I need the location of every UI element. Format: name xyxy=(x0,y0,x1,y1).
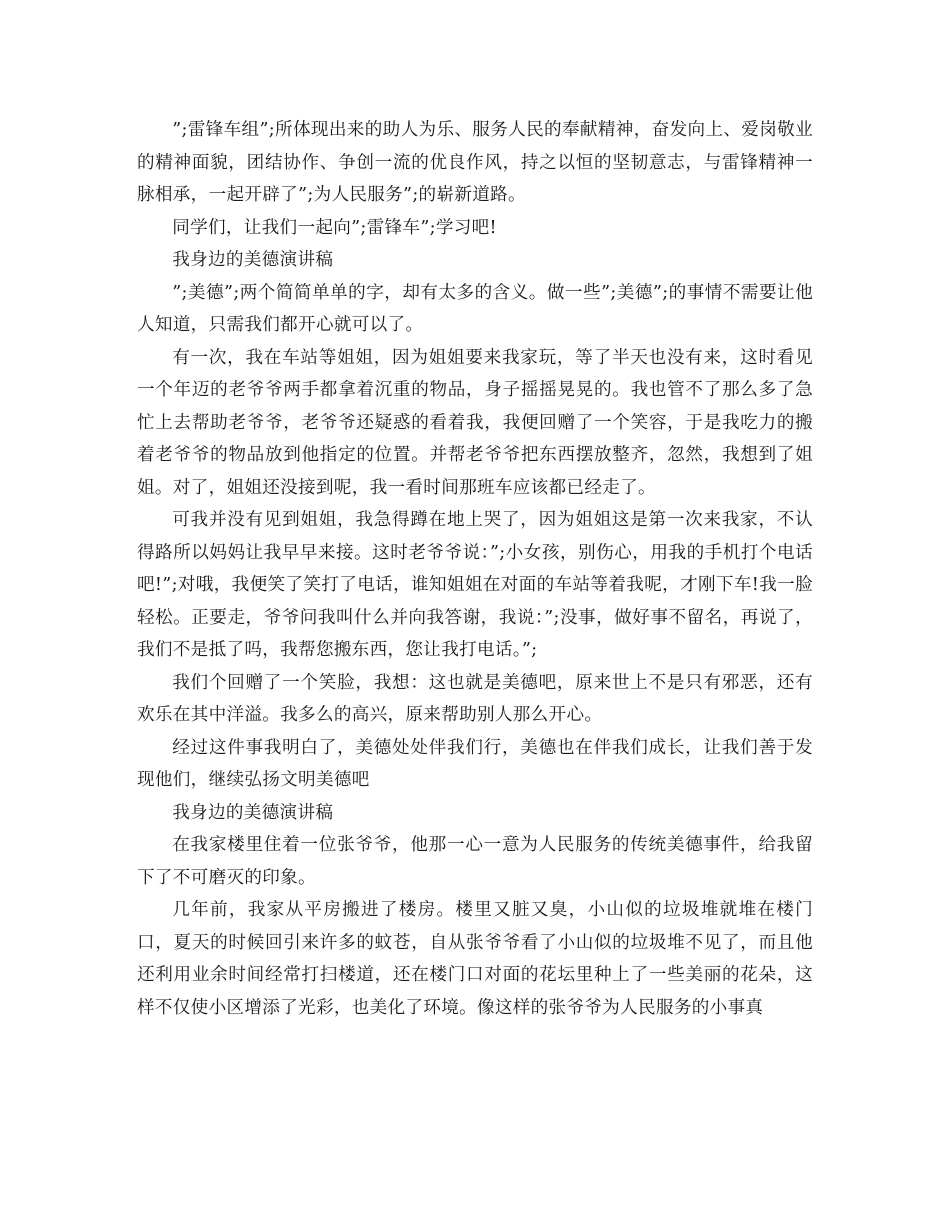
paragraph-lesson-learned: 经过这件事我明白了，美德处处伴我们行，美德也在伴我们成长，让我们善于发现他们，继续弘扬文明美德吧 xyxy=(137,737,813,790)
paragraph-smile-return: 我们个回赠了一个笑脸，我想：这也就是美德吧，原来世上不是只有邪恶，还有欢乐在其中洋溢。我多么的高兴，原来帮助别人那么开心。 xyxy=(137,672,813,725)
section-heading-speech-2: 我身边的美德演讲稿 xyxy=(172,802,334,823)
paragraph-lei-feng-car-group: ”;雷锋车组”;所体现出来的助人为乐、服务人民的奉献精神，奋发向上、爱岗敬业的精神面貌，团结协作、争创一流的优良作风，持之以恒的坚韧意志，与雷锋精神一脉相承，一起开辟了”;为人民服务”;的崭新道路。 xyxy=(137,120,813,205)
paragraph-learn-from-lei-feng-car: 同学们，让我们一起向”;雷锋车”;学习吧! xyxy=(172,217,497,238)
paragraph-grandpa-zhang: 在我家楼里住着一位张爷爷，他那一心一意为人民服务的传统美德事件，给我留下了不可磨灭的印象。 xyxy=(137,835,813,888)
paragraph-waiting-at-station: 有一次，我在车站等姐姐，因为姐姐要来我家玩，等了半天也没有来，这时看见一个年迈的老爷爷两手都拿着沉重的物品，身子摇摇晃晃的。我也管不了那么多了急忙上去帮助老爷爷，老爷爷还疑惑的看着我，我便回赠了一个笑容，于是我吃力的搬着老爷爷的物品放到他指定的位置。并帮老爷爷把东西摆放整齐，忽然，我想到了姐姐。对了，姐姐还没接到呢，我一看时间那班车应该都已经走了。 xyxy=(137,347,813,498)
section-heading-speech-1: 我身边的美德演讲稿 xyxy=(172,250,334,270)
paragraph-phone-call: 可我并没有见到姐姐，我急得蹲在地上哭了，因为姐姐这是第一次来我家，不认得路所以妈妈让我早早来接。这时老爷爷说：”;小女孩，别伤心，用我的手机打个电话吧!”;对哦，我便笑了笑打了电话，谁知姐姐在对面的车站等着我呢，才刚下车!我一脸轻松。正要走，爷爷问我叫什么并向我答谢，我说：”;没事，做好事不留名，再说了，我们不是抵了吗，我帮您搬东西，您让我打电话。”; xyxy=(137,510,813,660)
paragraph-virtue-meaning: ”;美德”;两个简简单单的字，却有太多的含义。做一些”;美德”;的事情不需要让他人知道，只需我们都开心就可以了。 xyxy=(137,282,813,335)
paragraph-moving-to-building: 几年前，我家从平房搬进了楼房。楼里又脏又臭，小山似的垃圾堆就堆在楼门口，夏天的时候回引来许多的蚊苍，自从张爷爷看了小山似的垃圾堆不见了，而且他还利用业余时间经常打扫楼道，还在楼门口对面的花坛里种上了一些美丽的花朵，这样不仅使小区增添了光彩，也美化了环境。像这样的张爷爷为人民服务的小事真 xyxy=(137,900,813,1018)
document-body xyxy=(137,114,813,1024)
